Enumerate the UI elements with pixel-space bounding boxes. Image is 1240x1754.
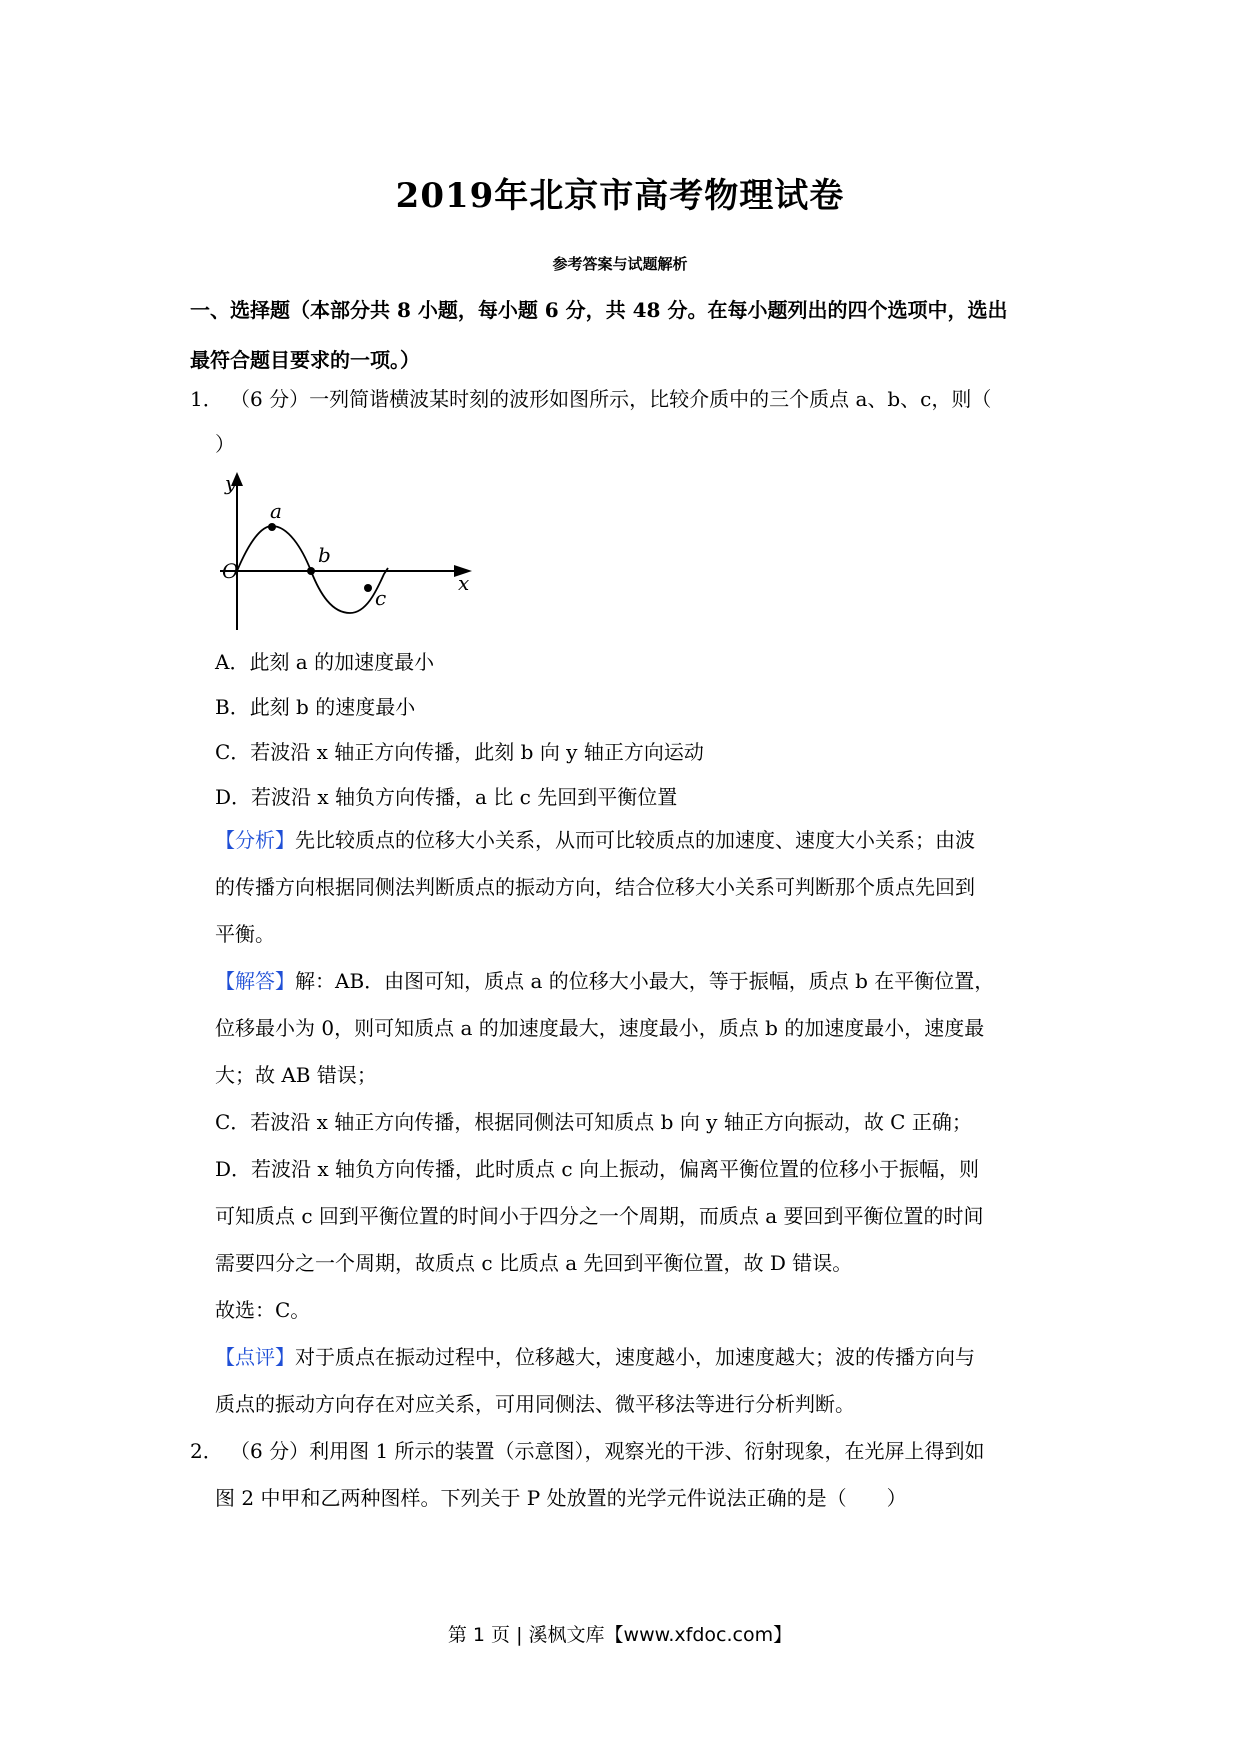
- y-axis-label: y: [225, 471, 237, 495]
- analysis-line3: 平衡。: [215, 922, 275, 946]
- document-subtitle: 参考答案与试题解析: [552, 255, 688, 273]
- comment-tag: 【点评】: [215, 1345, 295, 1369]
- page-footer: 第 1 页 | 溪枫文库【www.xfdoc.com】: [447, 1624, 793, 1646]
- answer-line4: C．若波沿 x 轴正方向传播，根据同侧法可知质点 b 向 y 轴正方向振动，故 C 正确；: [215, 1110, 972, 1134]
- point-b-marker: [307, 567, 315, 575]
- question-1-stem-line2: ）: [215, 432, 235, 456]
- section-heading-line2: 最符合题目要求的一项。）: [190, 348, 420, 372]
- answer-line2: 位移最小为 0，则可知质点 a 的加速度最大，速度最小，质点 b 的加速度最小，速度最: [215, 1016, 985, 1040]
- answer-line1: [215, 958, 1060, 1004]
- answer-tag: 【解答】: [215, 969, 295, 993]
- analysis-text: 先比较质点的位移大小关系，从而可比较质点的加速度、速度大小关系；由波: [295, 828, 975, 852]
- point-a-label: a: [270, 499, 282, 523]
- comment-line1: [215, 1334, 1060, 1380]
- document-title: 2019年北京市高考物理试卷: [395, 176, 845, 216]
- point-b-label: b: [318, 543, 331, 567]
- option-b: B．此刻 b 的速度最小: [215, 695, 416, 719]
- answer-line7: 需要四分之一个周期，故质点 c 比质点 a 先回到平衡位置，故 D 错误。: [215, 1251, 853, 1275]
- point-c-marker: [364, 584, 372, 592]
- answer-text: 解：AB．由图可知，质点 a 的位移大小最大，等于振幅，质点 b 在平衡位置，: [295, 969, 995, 993]
- question-1-number: 1．: [190, 387, 223, 411]
- option-d: D．若波沿 x 轴负方向传播，a 比 c 先回到平衡位置: [215, 785, 678, 809]
- comment-text: 对于质点在振动过程中，位移越大，速度越小，加速度越大；波的传播方向与: [295, 1345, 975, 1369]
- analysis-line1: [215, 817, 1060, 863]
- analysis-line2: 的传播方向根据同侧法判断质点的振动方向，结合位移大小关系可判断那个质点先回到: [215, 875, 975, 899]
- answer-line5: D．若波沿 x 轴负方向传播，此时质点 c 向上振动，偏离平衡位置的位移小于振幅，则: [215, 1157, 979, 1181]
- option-a: A．此刻 a 的加速度最小: [215, 650, 435, 674]
- question-2-number: 2．: [190, 1439, 223, 1463]
- answer-line6: 可知质点 c 回到平衡位置的时间小于四分之一个周期，而质点 a 要回到平衡位置的时间: [215, 1204, 984, 1228]
- analysis-tag: 【分析】: [215, 828, 295, 852]
- answer-line8: 故选：C。: [215, 1298, 311, 1322]
- answer-line3: 大；故 AB 错误；: [215, 1063, 377, 1087]
- x-axis-label: x: [458, 571, 470, 595]
- comment-line2: 质点的振动方向存在对应关系，可用同侧法、微平移法等进行分析判断。: [215, 1392, 855, 1416]
- question-1-stem-line1: （6 分）一列简谐横波某时刻的波形如图所示，比较介质中的三个质点 a、b、c，则（: [230, 387, 992, 411]
- question-2-line1: （6 分）利用图 1 所示的装置（示意图），观察光的干涉、衍射现象，在光屏上得到如: [230, 1439, 985, 1463]
- point-a-marker: [268, 523, 276, 531]
- wave-figure: [210, 470, 480, 635]
- origin-label: O: [222, 559, 239, 583]
- question-2-line2: 图 2 中甲和乙两种图样。下列关于 P 处放置的光学元件说法正确的是（ ）: [215, 1486, 907, 1510]
- section-heading-line1: 一、选择题（本部分共 8 小题，每小题 6 分，共 48 分。在每小题列出的四个选项中，选出: [190, 298, 1008, 322]
- point-c-label: c: [375, 586, 387, 610]
- option-c: C．若波沿 x 轴正方向传播，此刻 b 向 y 轴正方向运动: [215, 740, 704, 764]
